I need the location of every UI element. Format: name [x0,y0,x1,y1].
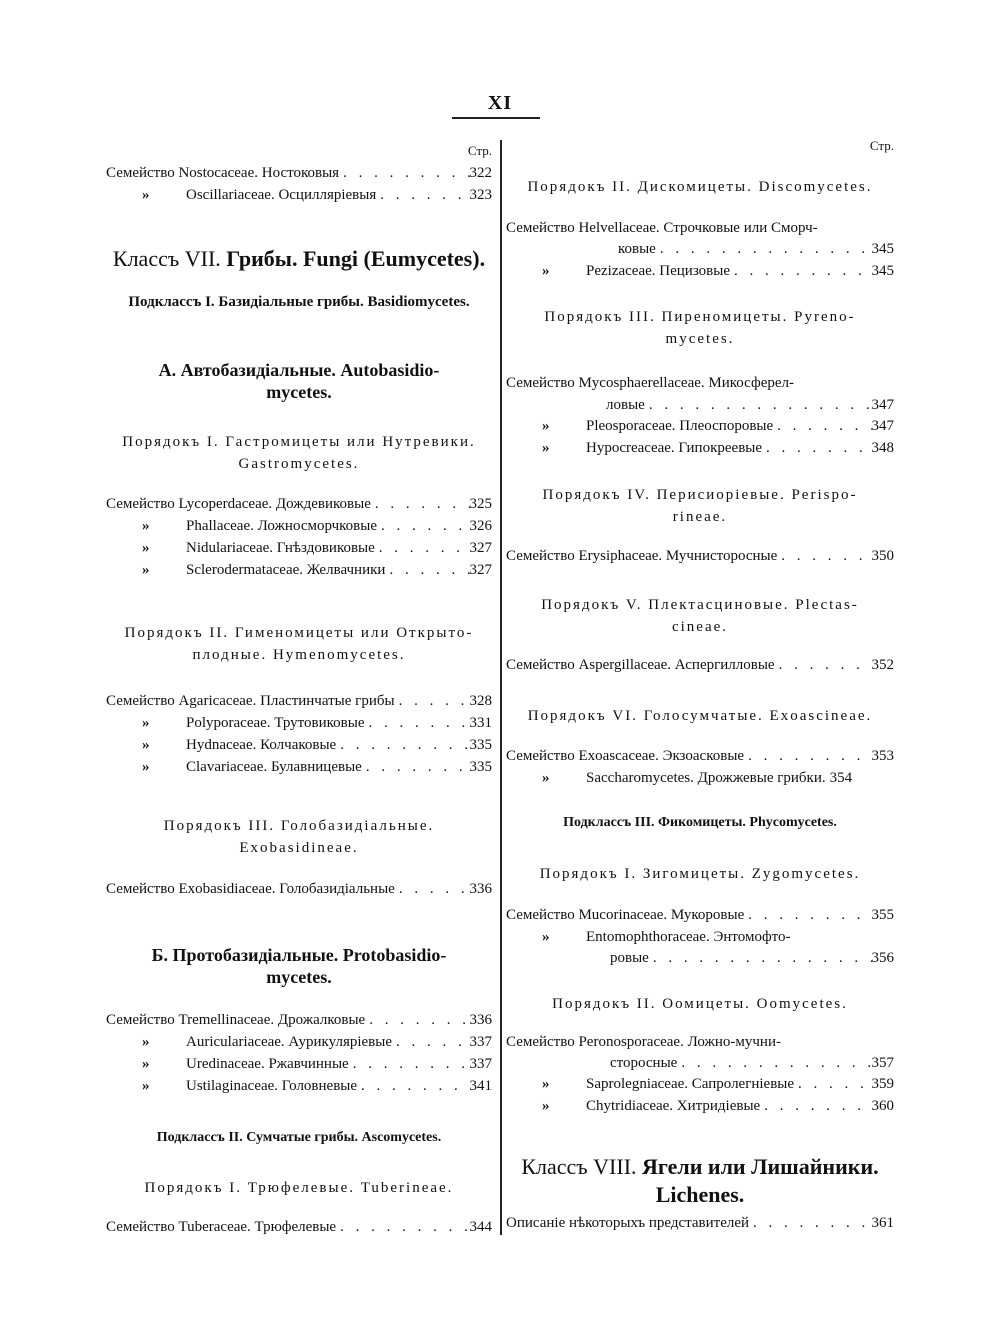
section-heading: А. Автобазидiальные. Autobasidio- mycetes. [158,360,440,402]
ditto-mark: » [142,759,150,775]
page-ref: 328 [469,693,492,709]
page-ref: 327 [469,562,492,578]
page-ref: 353 [871,748,894,764]
toc-entry[interactable]: Семейство Mycosphaerellaceae. Микосферел- [506,375,795,391]
page-ref: 347 [871,397,894,413]
ditto-mark: » [142,540,150,556]
ditto-mark: » [142,715,150,731]
order-heading: Порядокъ III. Голобазидiальные. Exobasidineae. [163,818,435,856]
toc-entry[interactable]: » Entomophthoraceae. Энтомофто- [506,927,894,947]
order-heading: Порядокъ I. Гастромицеты или Нутревики. Gastromycetes. [122,434,476,472]
page-ref: 354 [829,770,853,786]
toc-entry-continuation[interactable]: ровые . . . 356 [506,948,894,968]
page-column-label: Стр. [869,138,894,153]
page-ref: 322 [469,165,492,181]
toc-entry[interactable]: » Uredinaceae. Ржавчинные . . . 337 [106,1054,492,1074]
page-ref: 359 [871,1076,894,1092]
toc-entry[interactable]: Семейство Lycoperdaceae. Дождевиковые . . . 325 [106,494,492,514]
toc-entry[interactable]: » Sclerodermataceae. Желвачники . . . 327 [106,560,492,580]
page-ref: 325 [469,496,492,512]
page-ref: 344 [469,1219,492,1235]
page-ref: 336 [469,1012,492,1028]
toc-entry[interactable]: » Saccharomycetes. Дрожжевые грибки. 354 [506,768,894,788]
page-ref: 345 [871,263,894,279]
page-ref: 323 [469,187,492,203]
page-ref: 327 [469,540,492,556]
toc-entry[interactable]: » Clavariaceae. Булавницевые . . . 335 [106,757,492,777]
page-ref: 335 [469,759,492,775]
order-heading: Порядокъ II. Гименомицеты или Открыто- плодные. Hymenomycetes. [124,625,474,663]
toc-entry[interactable]: Семейство Agaricaceae. Пластинчатые грибы . . . 328 [106,691,492,711]
toc-entry[interactable]: Семейство Aspergillaceae. Аспергилловые . . . 352 [506,655,894,675]
page-ref: 357 [871,1055,894,1071]
toc-entry[interactable]: » Chytridiaceae. Хитридiевые . . . 360 [506,1096,894,1116]
ditto-mark: » [142,1056,150,1072]
ditto-mark: » [542,1098,550,1114]
toc-entry[interactable]: » Pleosporaceae. Плеоспоровые . . . 347 [506,416,894,436]
page-ref: 347 [871,418,894,434]
ditto-mark: » [542,263,550,279]
toc-entry[interactable]: Семейство Peronosporaceae. Ложно-мучни- [506,1034,781,1050]
ditto-mark: » [542,440,550,456]
page-ref: 326 [469,518,492,534]
page-ref: 341 [469,1078,492,1094]
page-ref: 360 [871,1098,894,1114]
ditto-mark: » [542,929,550,945]
page-ref: 335 [469,737,492,753]
toc-entry[interactable]: » Auriculariaceae. Аурикулярiевые . . . 337 [106,1032,492,1052]
toc-entry[interactable]: » Oscillariaceae. Осциллярiевыя . . . 323 [106,185,492,205]
page-ref: 337 [469,1056,492,1072]
ditto-mark: » [542,418,550,434]
toc-entry-continuation[interactable]: ковые . . . 345 [506,239,894,259]
ditto-mark: » [142,518,150,534]
page-column-label: Стр. [467,143,492,158]
toc-entry-continuation[interactable]: сторосные . . . 357 [506,1053,894,1073]
ditto-mark: » [142,562,150,578]
subclass-heading: Подклассъ I. Базидiальные грибы. Basidiomycetes. [128,294,470,310]
class-heading: Классъ VIII. Ягели или Лишайники. Lichenes. [521,1154,879,1207]
class-heading: Классъ VII. Грибы. Fungi (Eumycetes). [112,246,486,271]
order-heading: Порядокъ V. Плектасциновые. Plectas- cineae. [541,597,859,635]
page-ref: 348 [871,440,894,456]
page-ref: 355 [871,907,894,923]
order-heading: Порядокъ IV. Перисиорiевые. Perispo- rineae. [542,487,858,525]
toc-entry[interactable]: Семейство Helvellaceae. Строчковые или Сморч- [506,220,818,236]
right-column [506,0,894,1333]
toc-entry[interactable]: Семейство Nostocaceae. Ностоковыя . . . 322 [106,163,492,183]
toc-entry[interactable]: » Polyporaceae. Трутовиковые . . . 331 [106,713,492,733]
order-heading: Порядокъ I. Зигомицеты. Zygomycetes. [539,866,861,882]
order-heading: Порядокъ I. Трюфелевые. Tuberineae. [144,1180,454,1196]
toc-entry[interactable]: » Hydnaceae. Колчаковые . . . 335 [106,735,492,755]
subclass-heading: Подклассъ II. Сумчатые грибы. Ascomycetes. [156,1130,442,1145]
toc-entry[interactable]: Семейство Mucorinaceae. Мукоровые . . . 355 [506,905,894,925]
toc-entry[interactable]: Семейство Exobasidiaceae. Голобазидiальные . . . 336 [106,879,492,899]
ditto-mark: » [142,1034,150,1050]
order-heading: Порядокъ II. Дискомицеты. Discomycetes. [527,179,873,195]
toc-entry[interactable]: » Phallaceae. Ложносморчковые . . . 326 [106,516,492,536]
ditto-mark: » [542,770,550,786]
ditto-mark: » [542,1076,550,1092]
ditto-mark: » [142,187,150,203]
toc-entry[interactable]: Семейство Erysiphaceae. Мучнисторосные . . . 350 [506,546,894,566]
ditto-mark: » [142,1078,150,1094]
page-number: XI [487,92,513,114]
page-ref: 337 [469,1034,492,1050]
page-ref: 331 [469,715,492,731]
section-heading: Б. Протобазидiальные. Protobasidio- mycetes. [151,945,447,987]
ditto-mark: » [142,737,150,753]
page-ref: 336 [469,881,492,897]
toc-entry[interactable]: » Nidulariaceae. Гнѣздовиковые . . . 327 [106,538,492,558]
toc-entry[interactable]: » Hypocreaceae. Гипокреевые . . . 348 [506,438,894,458]
toc-entry[interactable]: » Saprolegniaceae. Сапролегнiевые . . . 359 [506,1074,894,1094]
page-ref: 361 [871,1215,894,1231]
toc-entry[interactable]: » Ustilaginaceae. Головневые . . . 341 [106,1076,492,1096]
toc-entry[interactable]: Семейство Tuberaceae. Трюфелевые . . . 344 [106,1217,492,1237]
toc-entry[interactable]: Семейство Tremellinaceae. Дрожалковые . . . 336 [106,1010,492,1030]
column-divider [500,140,502,1235]
subclass-heading: Подклассъ III. Фикомицеты. Phycomycetes. [563,815,837,830]
toc-entry-continuation[interactable]: ловые . . . 347 [506,395,894,415]
page-ref: 350 [871,548,894,564]
toc-entry[interactable]: Описанiе нѣкоторыхъ представителей . . . 361 [506,1213,894,1233]
toc-entry[interactable]: » Pezizaceae. Пецизовые . . . 345 [506,261,894,281]
page-ref: 352 [871,657,894,673]
order-heading: Порядокъ III. Пиреномицеты. Pyreno- mycetes. [544,309,856,347]
order-heading: Порядокъ VI. Голосумчатые. Exoascineae. [527,708,873,724]
order-heading: Порядокъ II. Оомицеты. Oomycetes. [552,996,848,1012]
toc-entry[interactable]: Семейство Exoascaceae. Экзоасковые . . . 353 [506,746,894,766]
page-ref: 356 [871,950,894,966]
left-column [106,0,492,1333]
page-ref: 345 [871,241,894,257]
